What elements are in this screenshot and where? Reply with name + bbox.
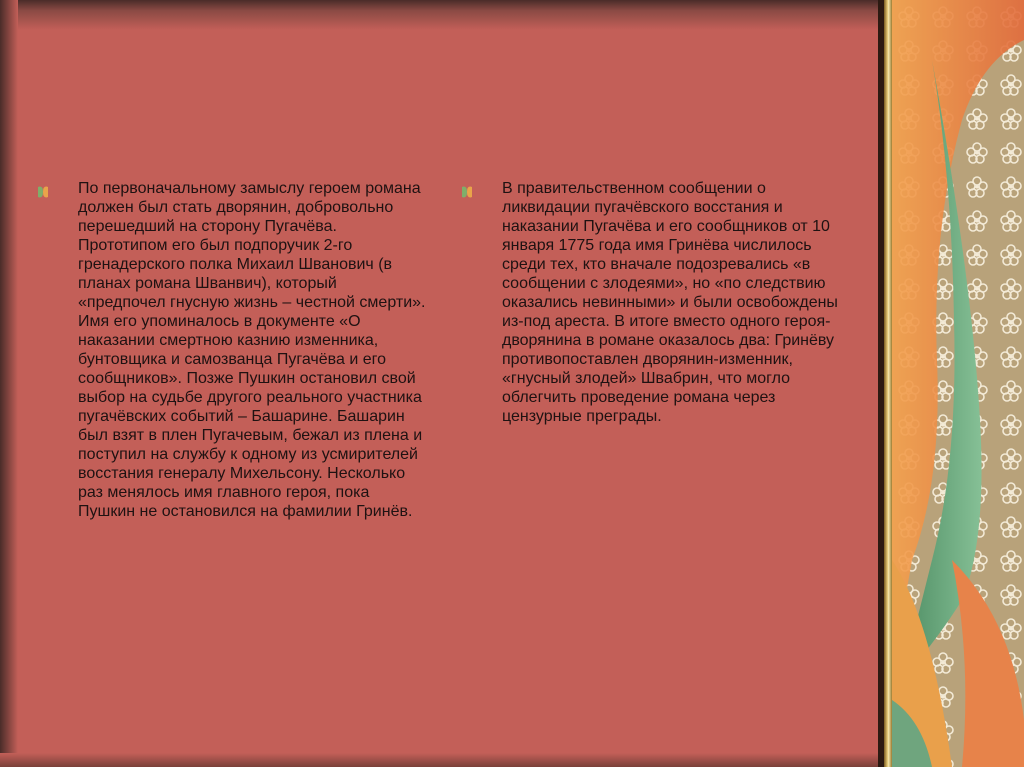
panel-divider-gold — [884, 0, 892, 767]
top-shadow — [0, 0, 880, 30]
bottom-shadow — [0, 753, 880, 767]
leaf-bullet-icon — [36, 185, 50, 199]
paragraph-right: В правительственном сообщении о ликвидации пугачёвского восстания и наказании Пугачёва и его сообщников от 10 января 1775 года имя Гринёва числилось среди тех, кто вначале подозревались «в сообщении с злодеями», но «по следствию оказались невинными» и были освобождены из-под ареста. В итоге вместо одного героя-дворянина в романе оказалось два: Гринёву противопоставлен дворянин-изменник, «гнусный злодей» Швабрин, что могло облегчить проведение романа через цензурные преграды. — [502, 180, 838, 425]
text-column-left — [78, 179, 428, 521]
paragraph-left: По первоначальному замыслу героем романа должен был стать дворянин, добровольно перешедший на сторону Пугачёва. Прототипом его был подпоручик 2-го гренадерского полка Михаил Шванович (в планах романа Шванвич), который «предпочел гнусную жизнь – честной смерти». Имя его упоминалось в документе «О наказании смертною казнию изменника, бунтовщика и самозванца Пугачёва и его сообщников». Позже Пушкин остановил свой выбор на судьбе другого реального участника пугачёвских событий – Башарине. Башарин был взят в плен Пугачевым, бежал из плена и поступил на службу к одному из усмирителей восстания генералу Михельсону. Несколько раз менялось имя главного героя, пока Пушкин не остановился на фамилии Гринёв. — [78, 180, 426, 520]
left-shadow — [0, 0, 18, 767]
decorative-panel — [892, 0, 1024, 767]
leaf-bullet-icon — [460, 185, 474, 199]
text-column-right — [502, 179, 852, 426]
